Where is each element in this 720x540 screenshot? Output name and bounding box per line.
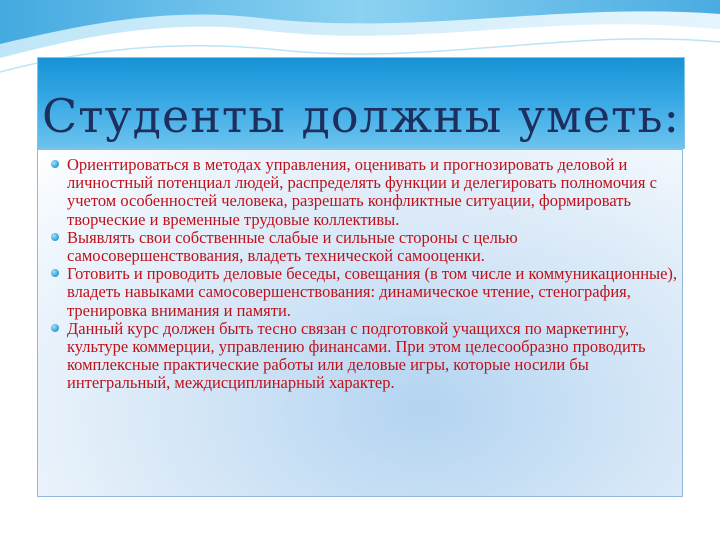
bullet-text: Выявлять свои собственные слабые и сильные стороны с целью самосовершенствования, владеть технической самооценки. xyxy=(67,227,518,266)
bullet-text: Ориентироваться в методах управления, оценивать и прогнозировать деловой и личностный потенциал людей, распределять функции и делегировать полномочия с учетом особенностей человека, разрешать конфликтные ситуации, формировать творческие и временные трудовые коллективы. xyxy=(67,155,657,229)
bullet-dot-icon xyxy=(51,324,59,332)
slide-title: Студенты должны уметь: xyxy=(41,89,681,143)
bullet-item xyxy=(50,229,678,265)
bullet-dot-icon xyxy=(51,269,59,277)
content-box xyxy=(37,149,683,497)
bullet-list xyxy=(50,156,678,393)
bullet-dot-icon xyxy=(51,233,59,241)
title-bar xyxy=(37,57,685,149)
bullet-text: Данный курс должен быть тесно связан с подготовкой учащихся по маркетингу, культуре коммерции, управлению финансами. При этом целесообразно проводить комплексные практические работы или деловые игры, которые носили бы интегральный, междисциплинарный характер. xyxy=(67,318,646,393)
bullet-item xyxy=(50,265,678,320)
bullet-dot-icon xyxy=(51,160,59,168)
bullet-item xyxy=(50,320,678,393)
bullet-item xyxy=(50,156,678,229)
bullet-text: Готовить и проводить деловые беседы, совещания (в том числе и коммуникационные), владеть навыками самосовершенствования: динамическое чтение, стенография, тренировка внимания и памяти. xyxy=(67,264,678,320)
